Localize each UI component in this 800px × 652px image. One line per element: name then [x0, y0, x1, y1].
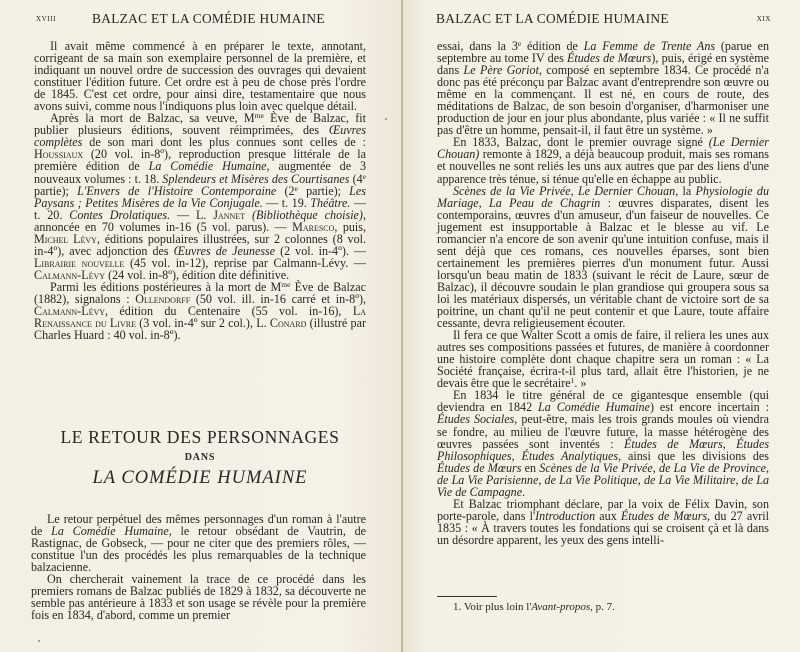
- paragraph: [31, 573, 366, 621]
- text-run: remonte à 1829, a déjà beaucoup produit, mais ses romans et nouvelles ne sont reliés les uns aux autres que par des liens d'une apparence très ténue, si ténue qu'elle en échappe au public.: [437, 147, 769, 186]
- paper-speck: [38, 640, 40, 642]
- text-run: Il fera ce que Walter Scott a omis de faire, il reliera les unes aux autres ses compositions passées et futures, de manière à coordonner une histoire complète dont chaque chapitre sera un roman : « La Société française, écrira-t-il plus tard, allait être l'historien, je ne devais être que le secrétaire: [437, 328, 769, 391]
- text-run: , éditions populaires illustrées, sur 2 colonnes (8 vol. in-4º), avec adjonction des: [34, 231, 367, 258]
- italic-title: (Le Dernier Chouan): [437, 135, 769, 162]
- footnote-rule: [437, 596, 497, 597]
- text-run: Il avait même commencé à en préparer le texte, annotant, corrigeant de sa main son exemplaire personnel de la première, et indiquant un nouvel ordre de succession des ouvrages qui devaient constituer l'édition future. Cet ordre est à peu de chose près l'ordre de 1845. C'est cet ordre, pour ainsi dire, testamentaire que nous avons suivi, comme nous l'indiquons plus loin avec quelque détail.: [34, 39, 366, 114]
- text-run: (illustré par Charles Huard : 40 vol. in-8º).: [34, 316, 366, 343]
- right-running-title: BALZAC ET LA COMÉDIE HUMAINE: [436, 11, 669, 26]
- text-run: ,: [637, 472, 644, 487]
- publisher-name: Houssiaux: [34, 147, 84, 162]
- italic-title: Études de Mœurs: [437, 460, 522, 475]
- italic-title: Contes Drolatiques.: [69, 207, 171, 222]
- italic-title: Scènes de la Vie Privée: [539, 460, 653, 475]
- text-run: , du 27 avril 1835 : « À travers toutes les fondations qui se croisent çà et là dans un désordre apparent, les yeux des gens intelli-: [437, 508, 769, 547]
- text-run: ,: [735, 472, 742, 487]
- text-run: En 1834 le titre général de ce gigantesque ensemble (qui deviendra en 1842: [437, 388, 769, 415]
- publisher-name: Ollendorff: [135, 291, 191, 306]
- italic-title: de La Vie Politique: [544, 472, 638, 487]
- italic-title: (Bibliothèque choisie): [251, 207, 363, 222]
- paragraph: [437, 389, 769, 497]
- text-run: En 1833, Balzac, dont le premier ouvrage signé: [453, 135, 709, 150]
- text-run: (3 vol. in-4º sur 2 col.), L.: [135, 316, 270, 331]
- text-run: , le retour obsédant de Vautrin, de Rastignac, de Gobseck, — pour ne citer que des premiers rôles, — constitue l'un des procédés les plus remarquables de la technique balzacienne.: [31, 524, 366, 575]
- publisher-name: Michel Lévy: [34, 231, 97, 246]
- left-chapter-text: [31, 513, 366, 621]
- text-run: ), puis, érigé en système dans: [437, 51, 769, 78]
- chapter-title: LE RETOUR DES PERSONNAGES: [60, 427, 340, 447]
- left-body-text: [34, 40, 366, 341]
- publisher-name: Maresco: [292, 219, 335, 234]
- paragraph: [437, 498, 769, 546]
- text-run: Et Balzac triomphant déclare, par la voix de Félix Davin, son porte-parole, dans l': [437, 496, 769, 523]
- text-run: (4: [349, 171, 363, 186]
- text-run: partie);: [297, 183, 350, 198]
- text-run: Parmi les éditions postérieures à la mort de M: [50, 279, 282, 294]
- text-run: en: [521, 460, 540, 475]
- text-run: , annoncée en 70 volumes in-16 (5 vol. parus). —: [34, 207, 366, 234]
- italic-title: de La Vie Militaire: [644, 472, 736, 487]
- italic-title: Études de Mœurs: [567, 51, 652, 66]
- paper-speck: [385, 118, 387, 120]
- text-run: . »: [574, 376, 587, 391]
- italic-title: de La Vie de Campagne: [437, 472, 770, 499]
- paragraph: [437, 136, 769, 184]
- italic-title: Études Sociales: [437, 412, 515, 427]
- text-run: de son mari dont les plus connues sont celles de :: [82, 135, 366, 150]
- paragraph: [437, 329, 769, 389]
- text-run: ,: [511, 448, 522, 463]
- paragraph: [34, 40, 366, 112]
- text-run: , p. 7.: [590, 601, 615, 613]
- text-run: (2: [276, 183, 295, 198]
- text-run: ,: [765, 460, 770, 475]
- italic-title: Le Dernier Chouan: [577, 183, 676, 198]
- superscript: me: [281, 279, 291, 289]
- text-run: ,: [538, 472, 545, 487]
- text-run: partie);: [34, 183, 78, 198]
- chapter-connector: DANS: [184, 452, 216, 463]
- text-run: , la: [675, 183, 696, 198]
- text-run: , édition du Centenaire (55 vol. in-16),: [105, 304, 353, 319]
- text-run: .: [522, 484, 526, 499]
- publisher-name: La Renaissance du Livre: [34, 304, 366, 331]
- paragraph: [34, 281, 366, 341]
- italic-title: de La Vie Parisienne: [437, 472, 539, 487]
- publisher-name: Librairie nouvelle: [34, 255, 125, 270]
- italic-title: Le Père Goriot: [463, 63, 539, 78]
- italic-title: Études de Mœurs: [620, 508, 708, 523]
- superscript: e: [294, 183, 298, 193]
- italic-title: Études Philosophiques: [437, 436, 770, 463]
- italic-title: La Peau de Chagrin: [489, 195, 601, 210]
- superscript: me: [254, 111, 264, 121]
- text-run: , peut-être, mais les trois grands moules où viendra se fondre, au milieu de l'œuvre future, la masse hétérogène des œuvres passées sont inventés :: [437, 412, 769, 451]
- italic-title: de La Vie de Province: [659, 460, 766, 475]
- text-run: édition de: [521, 39, 584, 53]
- text-run: (50 vol. ill. in-16 carré et in-8º),: [190, 291, 367, 306]
- text-run: , puis,: [334, 219, 367, 234]
- italic-title: Introduction: [535, 508, 596, 523]
- footnote: [453, 601, 615, 613]
- text-run: — t. 19.: [262, 195, 311, 210]
- text-run: (20 vol. in-8º), reproduction presque littérale de la première édition de: [34, 147, 366, 174]
- text-run: Le retour perpétuel des mêmes personnages d'un roman à l'autre de: [31, 512, 366, 539]
- paragraph: [437, 40, 769, 136]
- text-run: ,: [478, 195, 490, 210]
- text-run: ) est encore incertain :: [649, 400, 769, 415]
- text-run: — L.: [170, 207, 214, 222]
- publisher-name: Calmann-Lévy: [34, 304, 106, 319]
- italic-title: La Femme de Trente Ans: [583, 39, 716, 53]
- text-run: ,: [722, 436, 737, 451]
- text-run: Ève de Balzac (1882), signalons :: [34, 279, 367, 306]
- italic-title: Théâtre.: [310, 195, 351, 210]
- text-run: : œuvres disparates, disent les contemporains, œuvres d'un amuseur, d'un faiseur de nouvelles. Ce jugement est insupportable à Balzac et le blesse au vif. Le romancier n'a encore de son avenir qu'une intuition confuse, mais il sent déjà que ces romans, ces nouvelles éparses, sont bien certainement les premières pierres d'un monument futur. Aussi lorsqu'un beau matin de 1833 (suivant le récit de Laure, sœur de Balzac), il découvre soudain le plan grandiose qui groupera sous sa loi les matériaux dispersés, un véritable chant de victoire sort de sa poitrine, un chant qu'il ne peut contenir et que Laure, toute affaire cessante, devra religieusement écouter.: [437, 195, 769, 331]
- paragraph: [437, 185, 769, 330]
- right-page: [403, 0, 800, 652]
- italic-title: Études de Mœurs: [623, 436, 723, 451]
- right-body-text: [437, 40, 769, 546]
- italic-title: Splendeurs et Misères des Courtisanes: [162, 171, 350, 186]
- footnote-number: 1.: [453, 601, 462, 613]
- text-run: (24 vol. in-8º), édition dite définitive.: [105, 267, 290, 282]
- italic-title: L'Envers de l'Histoire Contemporaine: [77, 183, 277, 198]
- left-page-number: xviii: [36, 14, 57, 24]
- right-page-number: xix: [756, 14, 771, 24]
- paragraph: [34, 112, 366, 281]
- superscript: e: [362, 171, 366, 181]
- right-running-head: [433, 11, 771, 27]
- superscript: e: [517, 39, 522, 48]
- italic-title: Œuvres de Jeunesse: [173, 243, 276, 258]
- text-run: essai, dans la 3: [437, 39, 518, 53]
- italic-title: Les Paysans ; Petites Misères de la Vie Conjugale.: [34, 183, 366, 210]
- publisher-name: Jannet: [213, 207, 246, 222]
- italic-title: La Comédie Humaine: [148, 159, 267, 174]
- text-run: , ainsi que les divisions des: [618, 448, 769, 463]
- italic-title: Avant-propos: [531, 601, 591, 613]
- text-run: ,: [652, 460, 660, 475]
- italic-title: La Comédie Humaine: [538, 400, 650, 415]
- italic-title: Œuvres complètes: [34, 123, 366, 150]
- text-run: — t. 20.: [34, 195, 366, 222]
- text-run: , composé en septembre 1834. Ce procédé n'a donc pas été préconçu par Balzac avant d'entreprendre son œuvre ou même en la commençant. Il est né, en cours de route, des méditations de Balzac, de son besoin d'organiser, d'harmoniser une production de jour en jour plus abondante, plus variée : « Il ne suffit pas d'être un homme, pensait-il, il faut être un système. »: [437, 63, 769, 138]
- text-run: On chercherait vainement la trace de ce procédé dans les premiers romans de Balzac publiés de 1829 à 1832, sa découverte ne semble pas antérieure à 1833 et son usage se révèle pour la première fois en 1834, d'abord, comme un premier: [31, 572, 366, 623]
- publisher-name: Calmann-Lévy: [34, 267, 106, 282]
- footnote-reference[interactable]: 1: [570, 376, 575, 386]
- text-run: Voir plus loin l': [463, 601, 532, 613]
- left-running-head: [36, 11, 366, 27]
- italic-title: La Comédie Humaine: [51, 524, 169, 539]
- paragraph: [31, 513, 366, 573]
- text-run: (2 vol. in-4º). —: [275, 243, 366, 258]
- text-run: ,: [570, 183, 578, 198]
- text-run: , augmentée de 3 nouveaux volumes : t. 18.: [34, 159, 367, 186]
- chapter-heading: [30, 427, 370, 489]
- chapter-subtitle: LA COMÉDIE HUMAINE: [92, 468, 308, 488]
- italic-title: Physiologie du Mariage: [437, 183, 770, 210]
- italic-title: Études Analytiques: [521, 448, 619, 463]
- left-running-title: BALZAC ET LA COMÉDIE HUMAINE: [92, 11, 325, 26]
- text-run: (45 vol. in-12), reprise par Calmann-Lévy. —: [124, 255, 367, 270]
- italic-title: Scènes de la Vie Privée: [453, 183, 571, 198]
- text-run: Ève de Balzac, fit publier plusieurs éditions, souvent réimprimées, des: [34, 111, 366, 138]
- text-run: aux: [595, 508, 621, 523]
- text-run: (parue en septembre au tome IV des: [437, 39, 769, 66]
- text-run: Après la mort de Balzac, sa veuve, M: [50, 111, 255, 126]
- publisher-name: Conard: [269, 316, 307, 331]
